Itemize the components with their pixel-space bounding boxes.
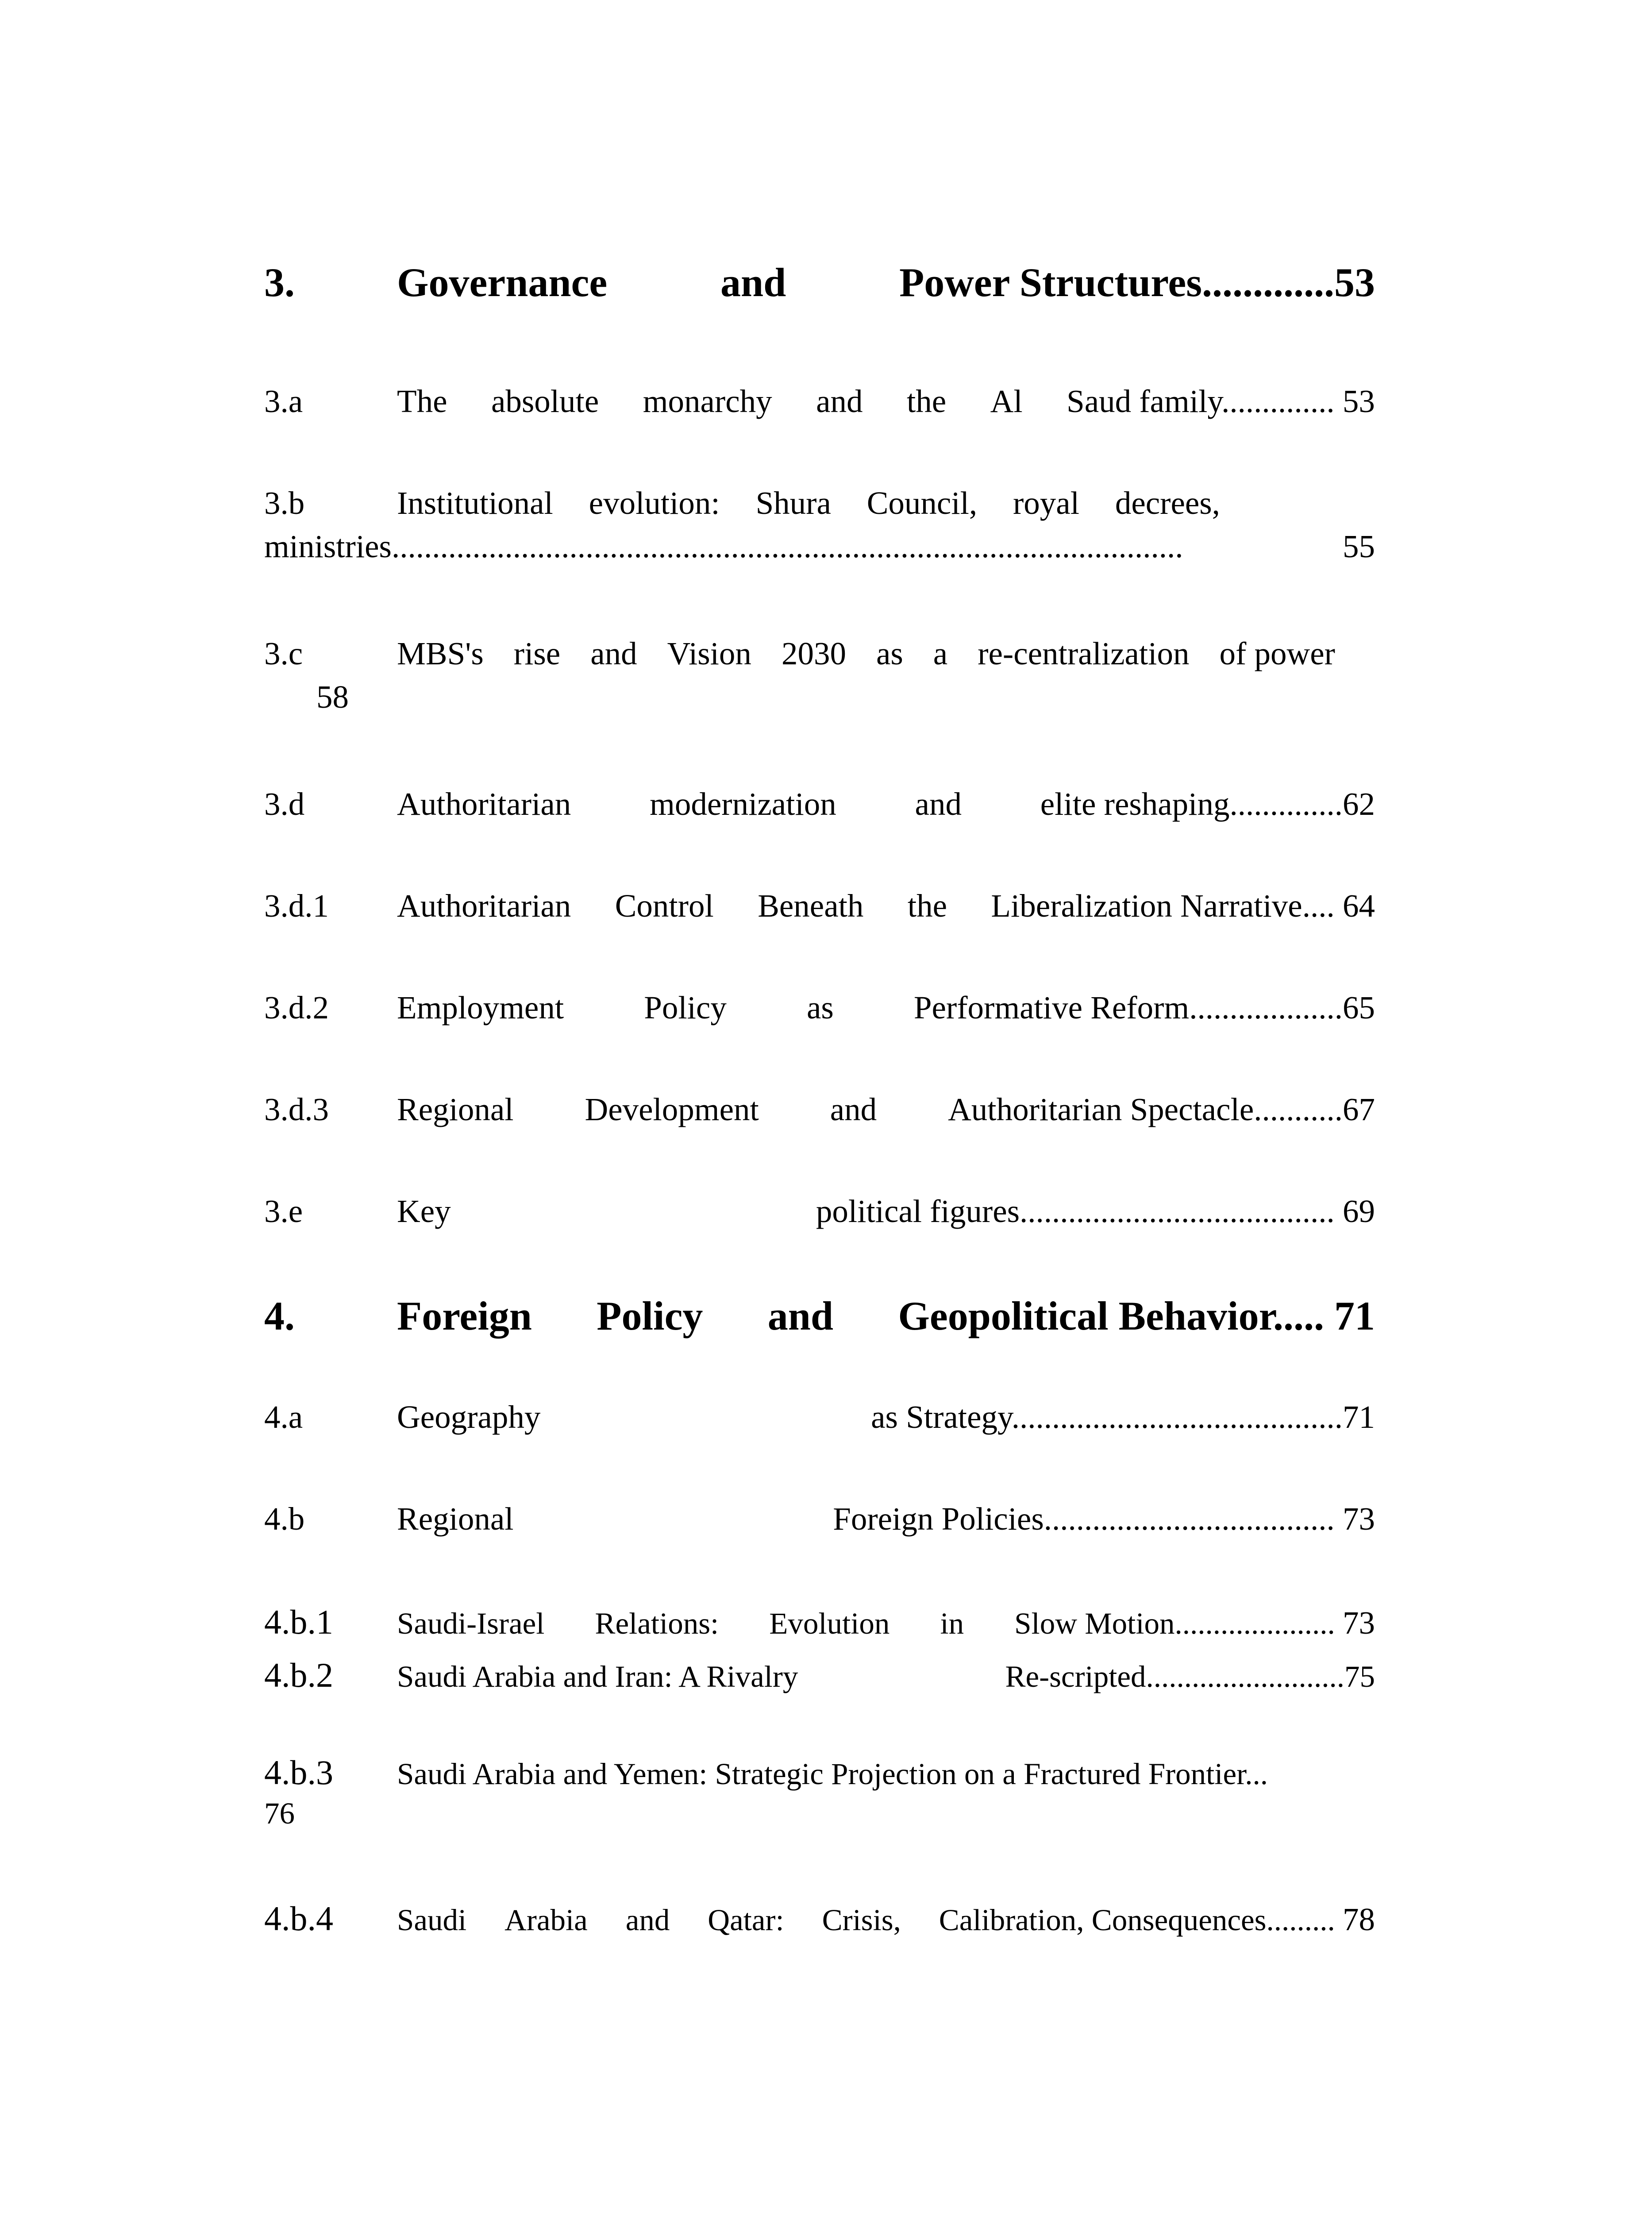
title-word: Control bbox=[615, 888, 714, 924]
title-word: as bbox=[806, 990, 834, 1026]
toc-entry-3b[interactable] bbox=[264, 485, 1375, 565]
entry-number: 3.d.3 bbox=[264, 1091, 329, 1127]
title-word: royal bbox=[1013, 485, 1079, 521]
toc-entry-3d2[interactable] bbox=[264, 989, 1375, 1026]
title-word: Vision bbox=[667, 636, 751, 671]
title-word: of power bbox=[1219, 636, 1335, 671]
title-tail: Liberalization Narrative.... 64 bbox=[991, 888, 1375, 924]
entry-title bbox=[397, 1901, 1375, 1938]
title-tail: political figures....................................... 69 bbox=[816, 1193, 1375, 1229]
title-tail: Re-scripted..........................75 bbox=[1005, 1660, 1375, 1693]
entry-title bbox=[397, 635, 1335, 672]
leader-dots: .................................................................................................. bbox=[391, 528, 1183, 564]
title-word: Institutional bbox=[397, 485, 553, 521]
title-word: and bbox=[915, 786, 962, 822]
entry-number: 3.d.1 bbox=[264, 888, 329, 924]
toc-entry-3[interactable] bbox=[264, 259, 1375, 306]
title-word: Arabia bbox=[504, 1903, 588, 1937]
entry-title bbox=[397, 1193, 1375, 1230]
title-word: Council, bbox=[866, 485, 978, 521]
title-word: Crisis, bbox=[822, 1903, 901, 1937]
entry-title bbox=[397, 1500, 1375, 1538]
title-word: Authoritarian bbox=[397, 888, 571, 924]
title-tail: elite reshaping..............62 bbox=[1040, 786, 1375, 822]
toc-entry-4a[interactable] bbox=[264, 1399, 1375, 1436]
entry-number: 4.b.2 bbox=[264, 1656, 333, 1694]
title-word: and bbox=[816, 383, 863, 419]
toc-entry-3e[interactable] bbox=[264, 1193, 1375, 1230]
title-word: monarchy bbox=[643, 383, 772, 419]
entry-number: 4.a bbox=[264, 1399, 303, 1435]
title-word: The bbox=[397, 383, 447, 419]
entry-title bbox=[397, 1091, 1375, 1128]
entry-number: 4.b.3 bbox=[264, 1753, 333, 1792]
entry-title bbox=[397, 887, 1375, 925]
title-word: Relations: bbox=[595, 1607, 719, 1640]
title-word: and bbox=[625, 1903, 670, 1937]
title-tail: Power Structures.............53 bbox=[899, 260, 1375, 305]
title-word: and bbox=[590, 636, 637, 671]
entry-number: 3.d bbox=[264, 786, 305, 822]
entry-title bbox=[397, 485, 1220, 522]
title-word: evolution: bbox=[589, 485, 720, 521]
entry-title bbox=[397, 1292, 1375, 1339]
title-word: Beneath bbox=[758, 888, 864, 924]
toc-entry-3a[interactable] bbox=[264, 383, 1375, 420]
entry-number: 4. bbox=[264, 1293, 295, 1338]
title-tail: Saud family.............. 53 bbox=[1067, 383, 1375, 419]
entry-number: 4.b.4 bbox=[264, 1899, 333, 1938]
entry-title bbox=[397, 989, 1375, 1026]
title-word: Qatar: bbox=[708, 1903, 784, 1937]
title-tail: Geopolitical Behavior..... 71 bbox=[898, 1293, 1375, 1338]
entry-title: Saudi Arabia and Yemen: Strategic Projection on a Fractured Frontier... bbox=[397, 1757, 1268, 1791]
title-tail: Calibration, Consequences......... 78 bbox=[939, 1901, 1375, 1937]
title-word: the bbox=[906, 383, 947, 419]
entry-number: 3.a bbox=[264, 383, 303, 419]
title-tail: Performative Reform...................65 bbox=[913, 990, 1375, 1026]
toc-entry-3c[interactable] bbox=[264, 635, 1375, 716]
entry-title bbox=[397, 383, 1375, 420]
entry-number: 3. bbox=[264, 260, 295, 305]
title-word: Policy bbox=[597, 1293, 703, 1338]
toc-entry-3d1[interactable] bbox=[264, 887, 1375, 925]
title-word: Regional bbox=[397, 1091, 514, 1127]
title-word: Saudi bbox=[397, 1903, 467, 1937]
entry-number: 3.b bbox=[264, 485, 305, 521]
title-word: MBS's bbox=[397, 636, 484, 671]
title-word: Development bbox=[585, 1091, 759, 1127]
title-word: Foreign bbox=[397, 1293, 532, 1338]
title-word: a bbox=[933, 636, 948, 671]
title-word: absolute bbox=[491, 383, 599, 419]
title-word: Governance bbox=[397, 260, 608, 305]
toc-entry-4b2[interactable] bbox=[264, 1655, 1375, 1695]
title-word: Geography bbox=[397, 1399, 541, 1435]
toc-entry-4b4[interactable] bbox=[264, 1899, 1375, 1939]
title-word: re-centralization bbox=[978, 636, 1190, 671]
entry-title bbox=[397, 1399, 1375, 1436]
entry-number: 3.c bbox=[264, 636, 303, 671]
entry-title bbox=[397, 259, 1375, 306]
title-word: Policy bbox=[644, 990, 727, 1026]
page-number: 76 bbox=[264, 1797, 295, 1830]
toc-entry-3d[interactable] bbox=[264, 786, 1375, 823]
entry-number: 3.d.2 bbox=[264, 990, 329, 1026]
title-word: the bbox=[907, 888, 947, 924]
page-number: 58 bbox=[316, 679, 349, 715]
title-word: rise bbox=[513, 636, 561, 671]
title-word: in bbox=[940, 1607, 964, 1640]
toc-entry-3d3[interactable] bbox=[264, 1091, 1375, 1128]
title-word: Shura bbox=[755, 485, 831, 521]
title-word: Employment bbox=[397, 990, 564, 1026]
entry-number: 4.b.1 bbox=[264, 1603, 333, 1641]
entry-continuation: ministries bbox=[264, 528, 392, 564]
title-tail: as Strategy.........................................71 bbox=[871, 1399, 1375, 1435]
page-number: 55 bbox=[1343, 528, 1375, 564]
title-tail: Slow Motion..................... 73 bbox=[1014, 1605, 1375, 1641]
title-word: and bbox=[720, 260, 786, 305]
title-word: and bbox=[767, 1293, 834, 1338]
title-word: as bbox=[876, 636, 903, 671]
entry-title bbox=[397, 1659, 1375, 1694]
toc-entry-4b[interactable] bbox=[264, 1500, 1375, 1538]
entry-number: 4.b bbox=[264, 1501, 305, 1537]
title-tail: Authoritarian Spectacle...........67 bbox=[948, 1091, 1375, 1127]
title-word: decrees, bbox=[1115, 485, 1220, 521]
title-word: Key bbox=[397, 1193, 451, 1229]
title-word: Regional bbox=[397, 1501, 514, 1537]
title-word: Evolution bbox=[769, 1607, 890, 1640]
title-word: Saudi Arabia and Iran: A Rivalry bbox=[397, 1660, 798, 1693]
title-word: Saudi-Israel bbox=[397, 1607, 545, 1640]
title-word: and bbox=[830, 1091, 877, 1127]
toc-entry-4[interactable] bbox=[264, 1292, 1375, 1339]
title-tail: Foreign Policies.................................... 73 bbox=[833, 1501, 1375, 1537]
toc-entry-4b3[interactable] bbox=[264, 1753, 1375, 1831]
entry-title bbox=[397, 1604, 1375, 1642]
title-word: modernization bbox=[650, 786, 836, 822]
title-word: Al bbox=[990, 383, 1023, 419]
entry-title bbox=[397, 786, 1375, 823]
toc-entry-4b1[interactable] bbox=[264, 1602, 1375, 1642]
entry-number: 3.e bbox=[264, 1193, 303, 1229]
title-word: 2030 bbox=[781, 636, 846, 671]
title-word: Authoritarian bbox=[397, 786, 571, 822]
